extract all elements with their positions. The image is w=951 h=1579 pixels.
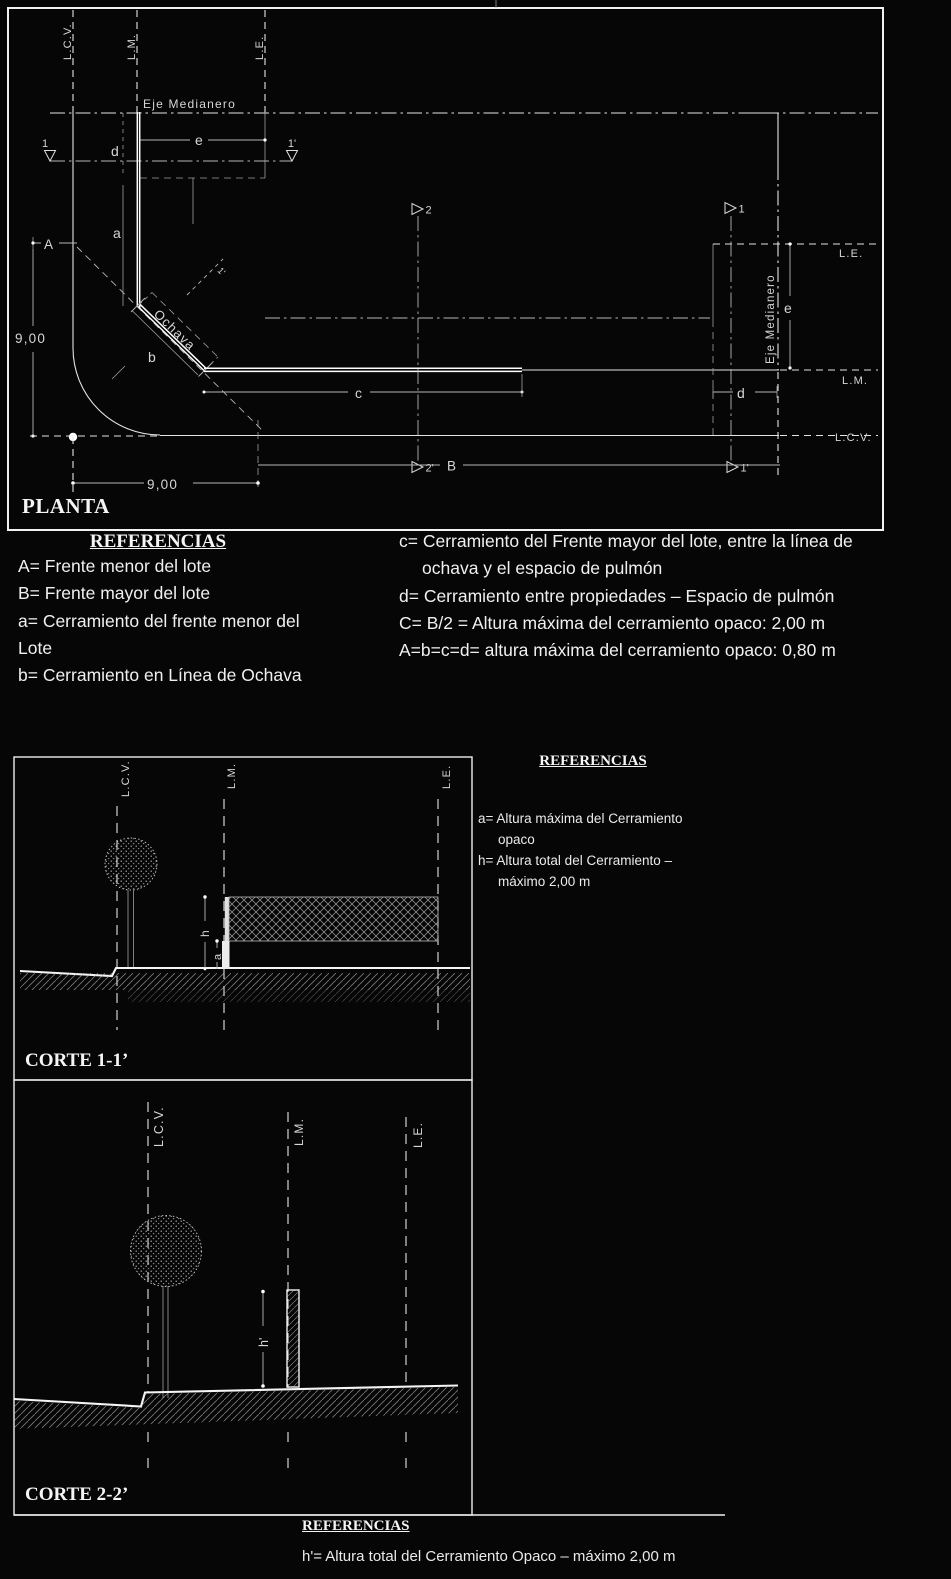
corte1-le-label: L.E.: [441, 764, 453, 789]
corte2-frame: [14, 1080, 472, 1515]
references-corte-title: REFERENCIAS: [539, 753, 647, 769]
plan-le-label-top: L.E.: [254, 35, 266, 60]
plan-lcv-label-right: L.C.V.: [835, 432, 872, 444]
corte1-lm-label: L.M.: [226, 762, 238, 789]
references-plan-left: [18, 531, 320, 689]
wall-frente-mayor: [204, 368, 522, 371]
dim-letter-a: a: [113, 225, 121, 241]
plan-title: PLANTA: [22, 494, 110, 518]
references-plan-title: REFERENCIAS: [89, 531, 227, 552]
reference-item: a= Altura máxima del Cerramiento opaco: [478, 811, 683, 847]
section-line-1-vertical: [725, 203, 749, 475]
dim-a-label: a: [212, 953, 224, 960]
fence-post: [225, 897, 229, 941]
references-plan-right: [399, 528, 889, 664]
dim-letter-d-right: d: [737, 385, 745, 401]
corte2-lcv-label: L.C.V.: [152, 1106, 166, 1147]
plan-lm-label-right: L.M.: [842, 375, 869, 387]
dim-letter-e-right: e: [784, 300, 792, 316]
opaque-wall-corte2: [287, 1290, 299, 1387]
plan-dim-9-vertical: [15, 241, 46, 437]
section-2-view: [14, 1080, 472, 1515]
corte1-dims: [198, 895, 224, 970]
corte2-dims: [257, 1290, 271, 1388]
plan-dims-upper-left: [33, 113, 267, 306]
tree-icon-2: [131, 1216, 202, 1399]
dim-letter-c: c: [355, 385, 362, 401]
reference-item: d= Cerramiento entre propiedades – Espacio de pulmón: [399, 585, 835, 606]
section-label-1-right: 1: [738, 203, 745, 216]
section-label-2p: 2': [425, 462, 434, 475]
section-line-2-vertical: [412, 204, 434, 475]
reference-item: h= Altura total del Cerramiento – máximo 2,00 m: [478, 853, 672, 889]
plan-dims-bottom: [203, 374, 778, 401]
pulmon-space: [265, 113, 878, 478]
wall-frente-menor: [137, 112, 139, 309]
plan-street-lines-left: [69, 10, 265, 492]
tree-icon: [105, 838, 157, 969]
reference-item: a= Cerramiento del frente menor del Lote: [18, 610, 300, 658]
ochava-label: Ochava: [150, 306, 199, 354]
plan-dim-9-horizontal: [71, 477, 260, 492]
earth-hatch-corte2: [14, 1387, 458, 1429]
dim-letter-b: b: [148, 349, 156, 365]
corte2-le-label: L.E.: [411, 1121, 425, 1148]
references-bottom: [302, 1517, 675, 1565]
reference-item: C= B/2 = Altura máxima del cerramiento opaco: 2,00 m: [399, 612, 826, 633]
reference-item: B= Frente mayor del lote: [18, 583, 211, 604]
earth-hatch-corte1: [20, 973, 470, 990]
earth-hatch-corte1-deep: [128, 990, 470, 1002]
references-corte: [478, 753, 700, 892]
plan-view: [8, 0, 883, 530]
ochava-cluster: [77, 112, 264, 432]
section-label-1p-right: 1': [740, 462, 749, 475]
reference-item: h'= Altura total del Cerramiento Opaco – máximo 2,00 m: [302, 1548, 676, 1565]
section-label-2: 2: [425, 204, 432, 217]
section-flag-1p: [287, 151, 298, 162]
references-bottom-title: REFERENCIAS: [302, 1518, 410, 1534]
plan-street-lines-bottom: [30, 368, 878, 436]
ochava-offset-diagonal: [77, 247, 264, 432]
corte2-title: CORTE 2-2’: [25, 1484, 129, 1505]
mesh-fence: [229, 897, 438, 941]
plan-le-label-right: L.E.: [839, 248, 864, 260]
section-1-view: [14, 757, 472, 1080]
ochava-section-label: 1': [215, 265, 228, 278]
dim-h-label: h: [198, 930, 212, 937]
dim-letter-B: B: [447, 458, 457, 474]
dim-h-prime-label: h': [257, 1337, 271, 1347]
corner-curve: [73, 348, 160, 435]
section-flag-1: [45, 151, 56, 162]
corte1-title: CORTE 1-1’: [25, 1050, 129, 1071]
section-label-1p: 1': [287, 138, 297, 150]
corte2-lm-label: L.M.: [292, 1117, 306, 1146]
plan-lcv-label-top: L.C.V.: [62, 23, 74, 60]
section-label-1: 1: [41, 138, 49, 150]
dim-letter-A: A: [44, 237, 54, 252]
dim-letter-e-left: e: [195, 132, 203, 148]
reference-item: c= Cerramiento del Frente mayor del lote, entre la línea de ochava y el espacio de pulmón: [399, 531, 853, 579]
plan-dim-B: [258, 420, 780, 492]
reference-item: b= Cerramiento en Línea de Ochava: [18, 665, 302, 686]
dim-9-vertical-label: 9,00: [15, 331, 47, 346]
dim-9-horizontal-label: 9,00: [147, 477, 179, 492]
fence-corte1: [222, 897, 438, 969]
eje-medianero-label-right: Eje Medianero: [765, 274, 777, 364]
corte1-lcv-label: L.C.V.: [120, 760, 132, 797]
section-line-1-horizontal: [42, 138, 298, 161]
reference-item: A=b=c=d= altura máxima del cerramiento opaco: 0,80 m: [399, 640, 836, 661]
reference-item: A= Frente menor del lote: [18, 556, 212, 576]
dim-letter-d-left: d: [111, 143, 119, 159]
eje-medianero-label-top: Eje Medianero: [143, 97, 236, 111]
plan-lm-label-top: L.M.: [126, 33, 138, 60]
